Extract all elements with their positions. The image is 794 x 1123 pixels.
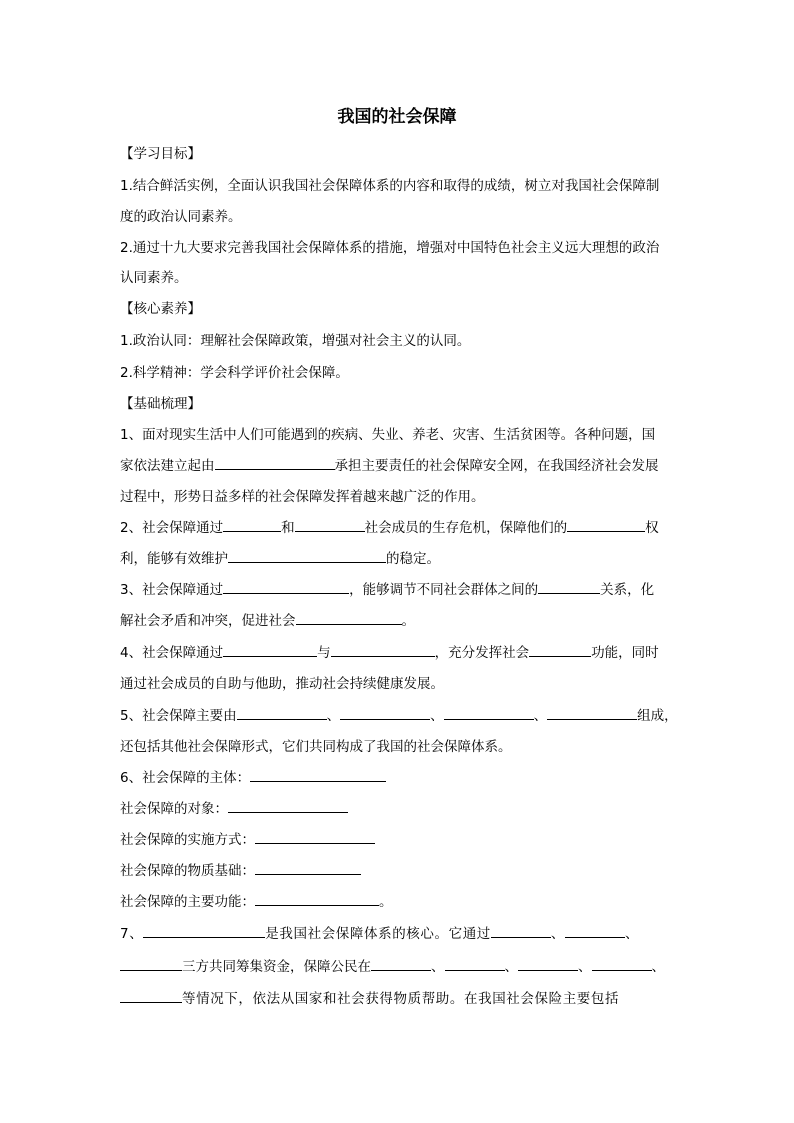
- fill-blank[interactable]: [444, 705, 534, 720]
- section-heading-basics: 【基础梳理】: [120, 396, 201, 412]
- fill-blank[interactable]: [223, 579, 349, 594]
- fill-blank[interactable]: [445, 956, 505, 971]
- fill-blank[interactable]: [538, 579, 600, 594]
- q7-text-a: 7、: [120, 926, 144, 942]
- q6-text-c: 社会保障的实施方式：: [120, 832, 255, 848]
- q2-text-b: 和: [281, 520, 295, 536]
- q3-line-2: [120, 610, 680, 632]
- q2-line-2: [120, 548, 680, 570]
- q6-line-4: [120, 860, 680, 882]
- q5-line-2: 还包括其他社会保障形式，它们共同构成了我国的社会保障体系。: [120, 739, 512, 755]
- q4-text-a: 4、社会保障通过: [120, 645, 224, 661]
- q1-text-a: 家依法建立起由: [120, 458, 215, 474]
- fill-blank[interactable]: [255, 860, 361, 875]
- q5-text-a: 5、社会保障主要由: [120, 708, 237, 724]
- goal-2-line-2: 认同素养。: [120, 270, 188, 286]
- q6-line-2: [120, 798, 680, 820]
- q7-sep: 、: [651, 959, 665, 975]
- fill-blank[interactable]: [255, 829, 375, 844]
- fill-blank[interactable]: [255, 891, 379, 906]
- fill-blank[interactable]: [340, 705, 430, 720]
- q2-text-a: 2、社会保障通过: [120, 520, 224, 536]
- fill-blank[interactable]: [120, 988, 182, 1003]
- fill-blank[interactable]: [228, 798, 348, 813]
- fill-blank[interactable]: [223, 517, 281, 532]
- q4-text-b: 与: [317, 645, 331, 661]
- q7-line-2: [120, 956, 680, 978]
- fill-blank[interactable]: [250, 767, 386, 782]
- q3-text-d: 解社会矛盾和冲突，促进社会: [120, 613, 296, 629]
- q2-line-1: [120, 517, 680, 539]
- q5-sep: 、: [533, 708, 548, 724]
- core-item-1: 1.政治认同：理解社会保障政策，增强对社会主义的认同。: [120, 333, 471, 349]
- fill-blank[interactable]: [120, 956, 182, 971]
- q6-text-e: 社会保障的主要功能：: [120, 894, 255, 910]
- fill-blank[interactable]: [565, 923, 625, 938]
- q3-text-a: 3、社会保障通过: [120, 582, 224, 598]
- fill-blank[interactable]: [491, 923, 551, 938]
- goal-1-line-1: 1.结合鲜活实例，全面认识我国社会保障体系的内容和取得的成绩，树立对我国社会保障制: [120, 178, 660, 194]
- q2-text-c: 社会成员的生存危机，保障他们的: [364, 520, 568, 536]
- q1-line-2: [120, 455, 680, 477]
- q7-sep: 、: [431, 959, 445, 975]
- q3-line-1: [120, 579, 680, 601]
- q7-text-b: 是我国社会保障体系的核心。它通过: [265, 926, 491, 942]
- fill-blank[interactable]: [228, 548, 386, 563]
- section-heading-goals: 【学习目标】: [120, 146, 201, 162]
- q7-sep: 、: [504, 959, 518, 975]
- fill-blank[interactable]: [296, 610, 402, 625]
- q6-text-a: 6、社会保障的主体：: [120, 770, 251, 786]
- q2-text-e: 利，能够有效维护: [120, 551, 228, 567]
- q1-line-1: 1、面对现实生活中人们可能遇到的疾病、失业、养老、灾害、生活贫困等。各种问题，国: [120, 427, 656, 443]
- fill-blank[interactable]: [215, 455, 335, 470]
- fill-blank[interactable]: [567, 517, 645, 532]
- fill-blank[interactable]: [295, 517, 365, 532]
- fill-blank[interactable]: [529, 642, 591, 657]
- fill-blank[interactable]: [237, 705, 327, 720]
- q5-text-b: 组成，: [637, 708, 678, 724]
- q7-line-3: [120, 988, 680, 1010]
- q4-text-d: 功能，同时: [591, 645, 659, 661]
- q7-line-1: [120, 923, 680, 945]
- q7-sep: 、: [550, 926, 566, 942]
- goal-1-line-2: 度的政治认同素养。: [120, 209, 242, 225]
- q1-text-b: 承担主要责任的社会保障安全网，在我国经济社会发展: [334, 458, 659, 474]
- q7-text-c: 三方共同筹集资金，保障公民在: [182, 959, 371, 975]
- section-heading-core: 【核心素养】: [120, 301, 201, 317]
- q6-text-f: 。: [379, 894, 393, 910]
- fill-blank[interactable]: [518, 956, 578, 971]
- q7-text-d: 等情况下，依法从国家和社会获得物质帮助。在我国社会保险主要包括: [182, 991, 620, 1007]
- q5-line-1: [120, 705, 680, 727]
- fill-blank[interactable]: [143, 923, 265, 938]
- core-item-2: 2.科学精神：学会科学评价社会保障。: [120, 365, 349, 381]
- fill-blank[interactable]: [223, 642, 317, 657]
- q5-sep: 、: [326, 708, 341, 724]
- q2-text-f: 的稳定。: [386, 551, 440, 567]
- q6-text-d: 社会保障的物质基础：: [120, 863, 255, 879]
- q3-text-e: 。: [401, 613, 415, 629]
- q5-sep: 、: [430, 708, 444, 724]
- fill-blank[interactable]: [547, 705, 637, 720]
- q2-text-d: 权: [645, 520, 659, 536]
- q6-text-b: 社会保障的对象：: [120, 801, 228, 817]
- q1-line-3: 过程中，形势日益多样的社会保障发挥着越来越广泛的作用。: [120, 489, 485, 505]
- q6-line-1: [120, 767, 680, 789]
- fill-blank[interactable]: [371, 956, 431, 971]
- fill-blank[interactable]: [592, 956, 652, 971]
- q6-line-5: [120, 891, 680, 913]
- goal-2-line-1: 2.通过十九大要求完善我国社会保障体系的措施，增强对中国特色社会主义远大理想的政治: [120, 240, 660, 256]
- q3-text-b: ，能够调节不同社会群体之间的: [349, 582, 539, 598]
- q7-sep: 、: [625, 926, 640, 942]
- q6-line-3: [120, 829, 680, 851]
- page-title: 我国的社会保障: [337, 107, 457, 127]
- q4-line-2: 通过社会成员的自助与他助，推动社会持续健康发展。: [120, 676, 444, 692]
- q7-sep: 、: [578, 959, 592, 975]
- q4-line-1: [120, 642, 680, 664]
- q3-text-c: 关系，化: [600, 582, 655, 598]
- q4-text-c: ，充分发挥社会: [434, 645, 530, 661]
- fill-blank[interactable]: [331, 642, 435, 657]
